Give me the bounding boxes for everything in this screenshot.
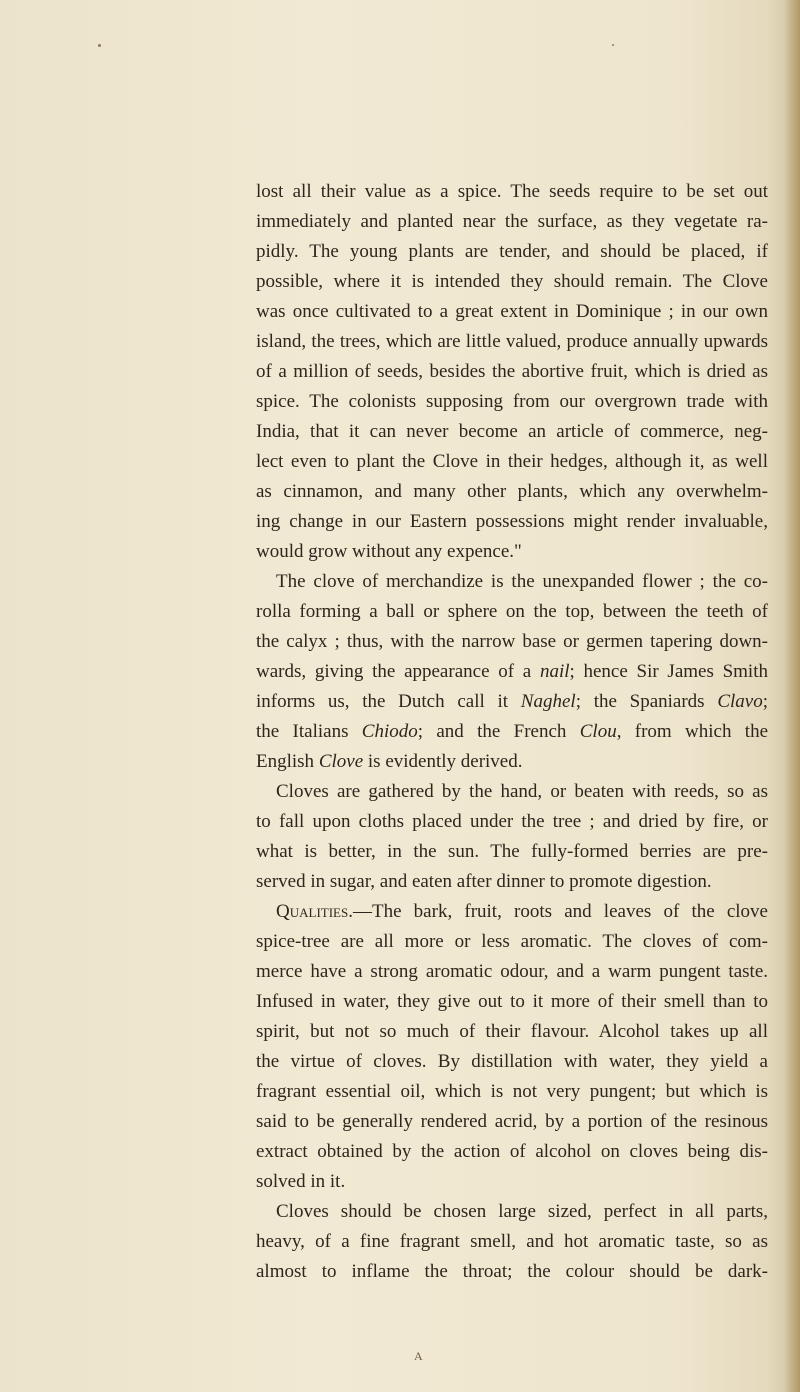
text-line: Cloves are gathered by the hand, or beaten with reeds, so as	[276, 781, 768, 802]
text-line: almost to inflame the throat; the colour should be dark-	[256, 1261, 768, 1282]
text-line: Cloves should be chosen large sized, perfect in all parts,	[276, 1201, 768, 1222]
text-line: served in sugar, and eaten after dinner to promote digestion.	[256, 871, 712, 892]
text-line: pidly. The young plants are tender, and should be placed, if	[256, 241, 768, 262]
text-line: would grow without any expence."	[256, 541, 522, 562]
text-line: Infused in water, they give out to it more of their smell than to	[256, 991, 768, 1012]
text-line: English Clove is evidently derived.	[256, 751, 523, 772]
page-edge-shadow	[784, 0, 800, 1392]
text-line: possible, where it is intended they should remain. The Clove	[256, 271, 768, 292]
text-line: lost all their value as a spice. The seeds require to be set out	[256, 181, 768, 202]
text-line: as cinnamon, and many other plants, which any overwhelm-	[256, 481, 768, 502]
text-line: The clove of merchandize is the unexpanded flower ; the co-	[276, 571, 768, 592]
text-line: solved in it.	[256, 1171, 346, 1192]
text-line: the virtue of cloves. By distillation with water, they yield a	[256, 1051, 768, 1072]
text-line: India, that it can never become an article of commerce, neg-	[256, 421, 768, 442]
text-line: island, the trees, which are little valued, produce annually upwards	[256, 331, 768, 352]
text-line: rolla forming a ball or sphere on the top, between the teeth of	[256, 601, 768, 622]
text-line: what is better, in the sun. The fully-formed berries are pre-	[256, 841, 768, 862]
text-line: fragrant essential oil, which is not very pungent; but which is	[256, 1081, 768, 1102]
text-line: wards, giving the appearance of a nail; hence Sir James Smith	[256, 661, 768, 682]
text-line: said to be generally rendered acrid, by a portion of the resinous	[256, 1111, 768, 1132]
text-line: heavy, of a fine fragrant smell, and hot aromatic taste, so as	[256, 1231, 768, 1252]
qualities-heading-line: Qualities.—The bark, fruit, roots and leaves of the clove	[276, 901, 768, 922]
text-line: to fall upon cloths placed under the tree ; and dried by fire, or	[256, 811, 768, 832]
text-line: merce have a strong aromatic odour, and a warm pungent taste.	[256, 961, 768, 982]
text-line: of a million of seeds, besides the abortive fruit, which is dried as	[256, 361, 768, 382]
text-line: the Italians Chiodo; and the French Clou, from which the	[256, 721, 769, 742]
text-line: was once cultivated to a great extent in Dominique ; in our own	[256, 301, 768, 322]
text-line: spice. The colonists supposing from our overgrown trade with	[256, 391, 768, 412]
text-line: extract obtained by the action of alcohol on cloves being dis-	[256, 1141, 768, 1162]
signature-mark: A	[414, 1349, 423, 1363]
text-line: ing change in our Eastern possessions might render invaluable,	[256, 511, 768, 532]
text-line: the calyx ; thus, with the narrow base or germen tapering down-	[256, 631, 768, 652]
text-line: spirit, but not so much of their flavour. Alcohol takes up all	[256, 1021, 768, 1042]
text-line: immediately and planted near the surface, as they vegetate ra-	[256, 211, 768, 232]
text-line: lect even to plant the Clove in their hedges, although it, as well	[256, 451, 768, 472]
text-line: informs us, the Dutch call it Naghel; the Spaniards Clavo;	[256, 691, 768, 712]
paper-speck	[612, 44, 614, 46]
text-line: spice-tree are all more or less aromatic. The cloves of com-	[256, 931, 768, 952]
paper-speck	[98, 44, 101, 47]
